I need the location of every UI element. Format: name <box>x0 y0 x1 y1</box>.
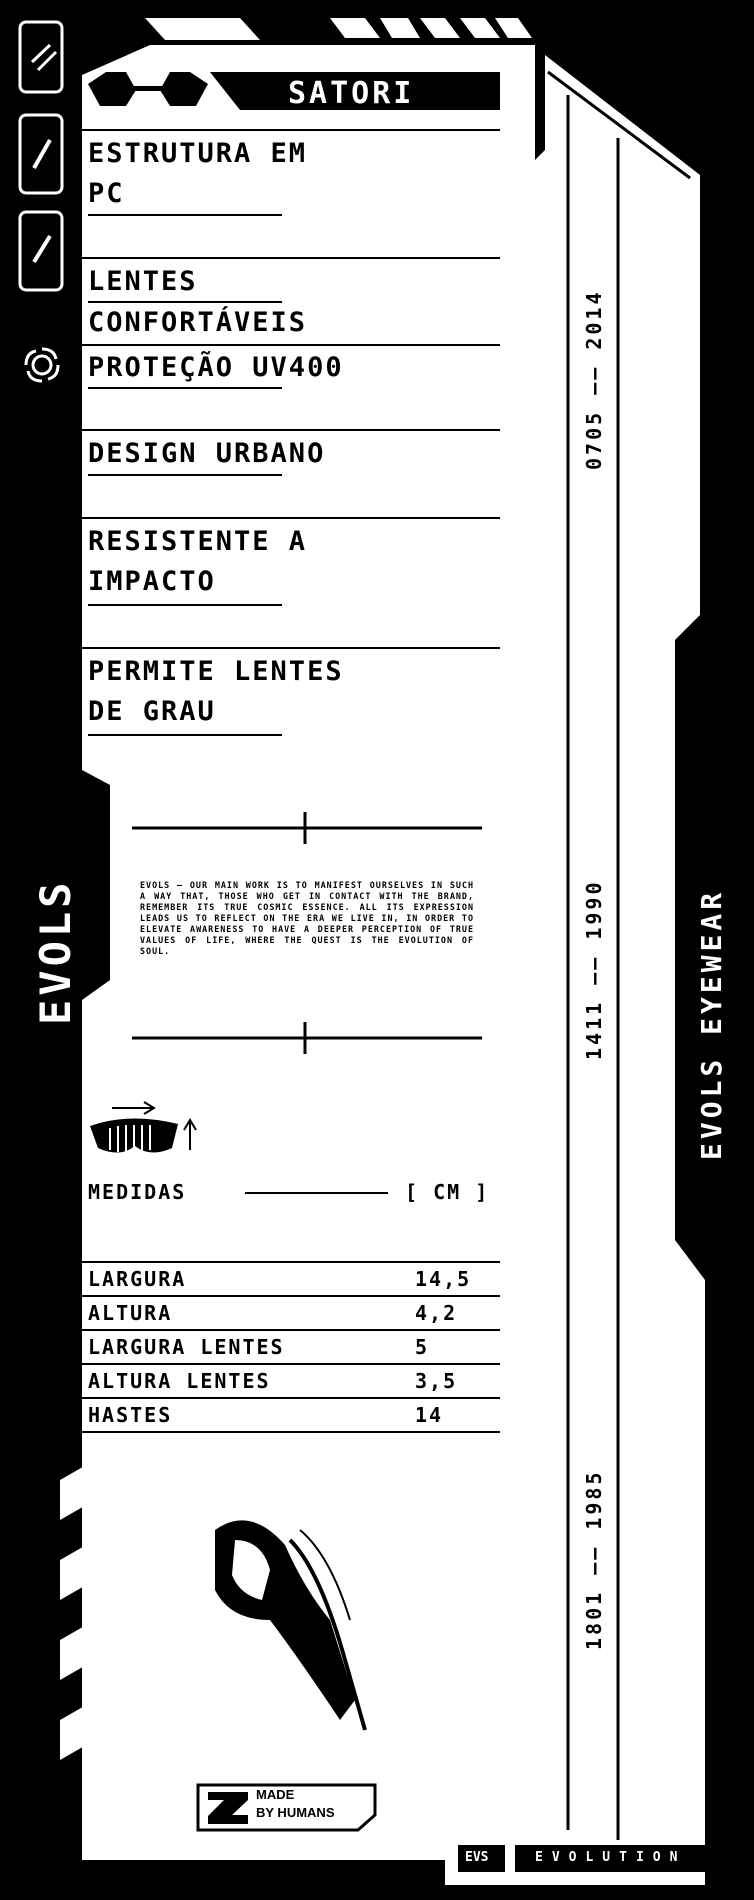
timeline-2: 1411 —— 1990 <box>582 879 606 1060</box>
spec-name-5: HASTES <box>88 1403 173 1427</box>
feature-5-line1: RESISTENTE A <box>88 526 308 557</box>
footer-evolution: EVOLUTION <box>535 1850 687 1865</box>
spec-name-4: ALTURA LENTES <box>88 1369 271 1393</box>
feature-1-line1: ESTRUTURA EM <box>88 138 308 169</box>
spec-name-2: ALTURA <box>88 1301 173 1325</box>
feature-6-line2: DE GRAU <box>88 696 216 727</box>
swirl-icon <box>26 349 58 381</box>
spec-value-1: 14,5 <box>415 1267 472 1291</box>
measures-label: MEDIDAS <box>88 1180 187 1204</box>
spec-value-4: 3,5 <box>415 1369 458 1393</box>
spec-value-5: 14 <box>415 1403 444 1427</box>
evols-logo <box>31 879 80 1025</box>
side-box-1 <box>20 22 62 92</box>
brand-quote: EVOLS — OUR MAIN WORK IS TO MANIFEST OURSELVES IN SUCH A WAY THAT, THOSE WHO GET IN CONTACT WITH THE BRAND, REMEMBER ITS TRUE COSMIC ESSENCE. ALL ITS EXPRESSION LEADS US TO REFLECT ON THE ERA WE LIVE IN, IN ORDER TO ELEVATE AWARENESS TO HAVE A DEEPER PERCEPTION OF TRUE VALUES OF LIFE, WHERE THE QUEST IS THE EVOLUTION OF SOUL. <box>140 880 474 956</box>
spec-value-3: 5 <box>415 1335 430 1359</box>
spec-name-1: LARGURA <box>88 1267 187 1291</box>
timeline-3: 1801 —— 1985 <box>582 1469 606 1650</box>
feature-1-line2: PC <box>88 178 125 209</box>
spec-value-2: 4,2 <box>415 1301 458 1325</box>
svg-text:EVOLS: EVOLS <box>31 878 80 1025</box>
product-title: SATORI <box>288 76 415 111</box>
side-brand-label: EVOLS EYEWEAR <box>695 888 728 1160</box>
feature-2-line1: LENTES <box>88 266 198 297</box>
made-line1: MADE <box>256 1787 295 1802</box>
goggles-icon <box>90 1118 178 1152</box>
made-line2: BY HUMANS <box>256 1805 335 1820</box>
timeline-1: 0705 —— 2014 <box>582 289 606 470</box>
feature-5-line2: IMPACTO <box>88 566 216 597</box>
spec-name-3: LARGURA LENTES <box>88 1335 285 1359</box>
footer-evs: EVS <box>465 1850 489 1865</box>
feature-4-line1: DESIGN URBANO <box>88 438 326 469</box>
measures-unit: [ CM ] <box>405 1180 490 1204</box>
feature-2-line2: CONFORTÁVEIS <box>88 307 308 338</box>
feature-3-line1: PROTEÇÃO UV400 <box>88 352 344 383</box>
feature-6-line1: PERMITE LENTES <box>88 656 344 687</box>
